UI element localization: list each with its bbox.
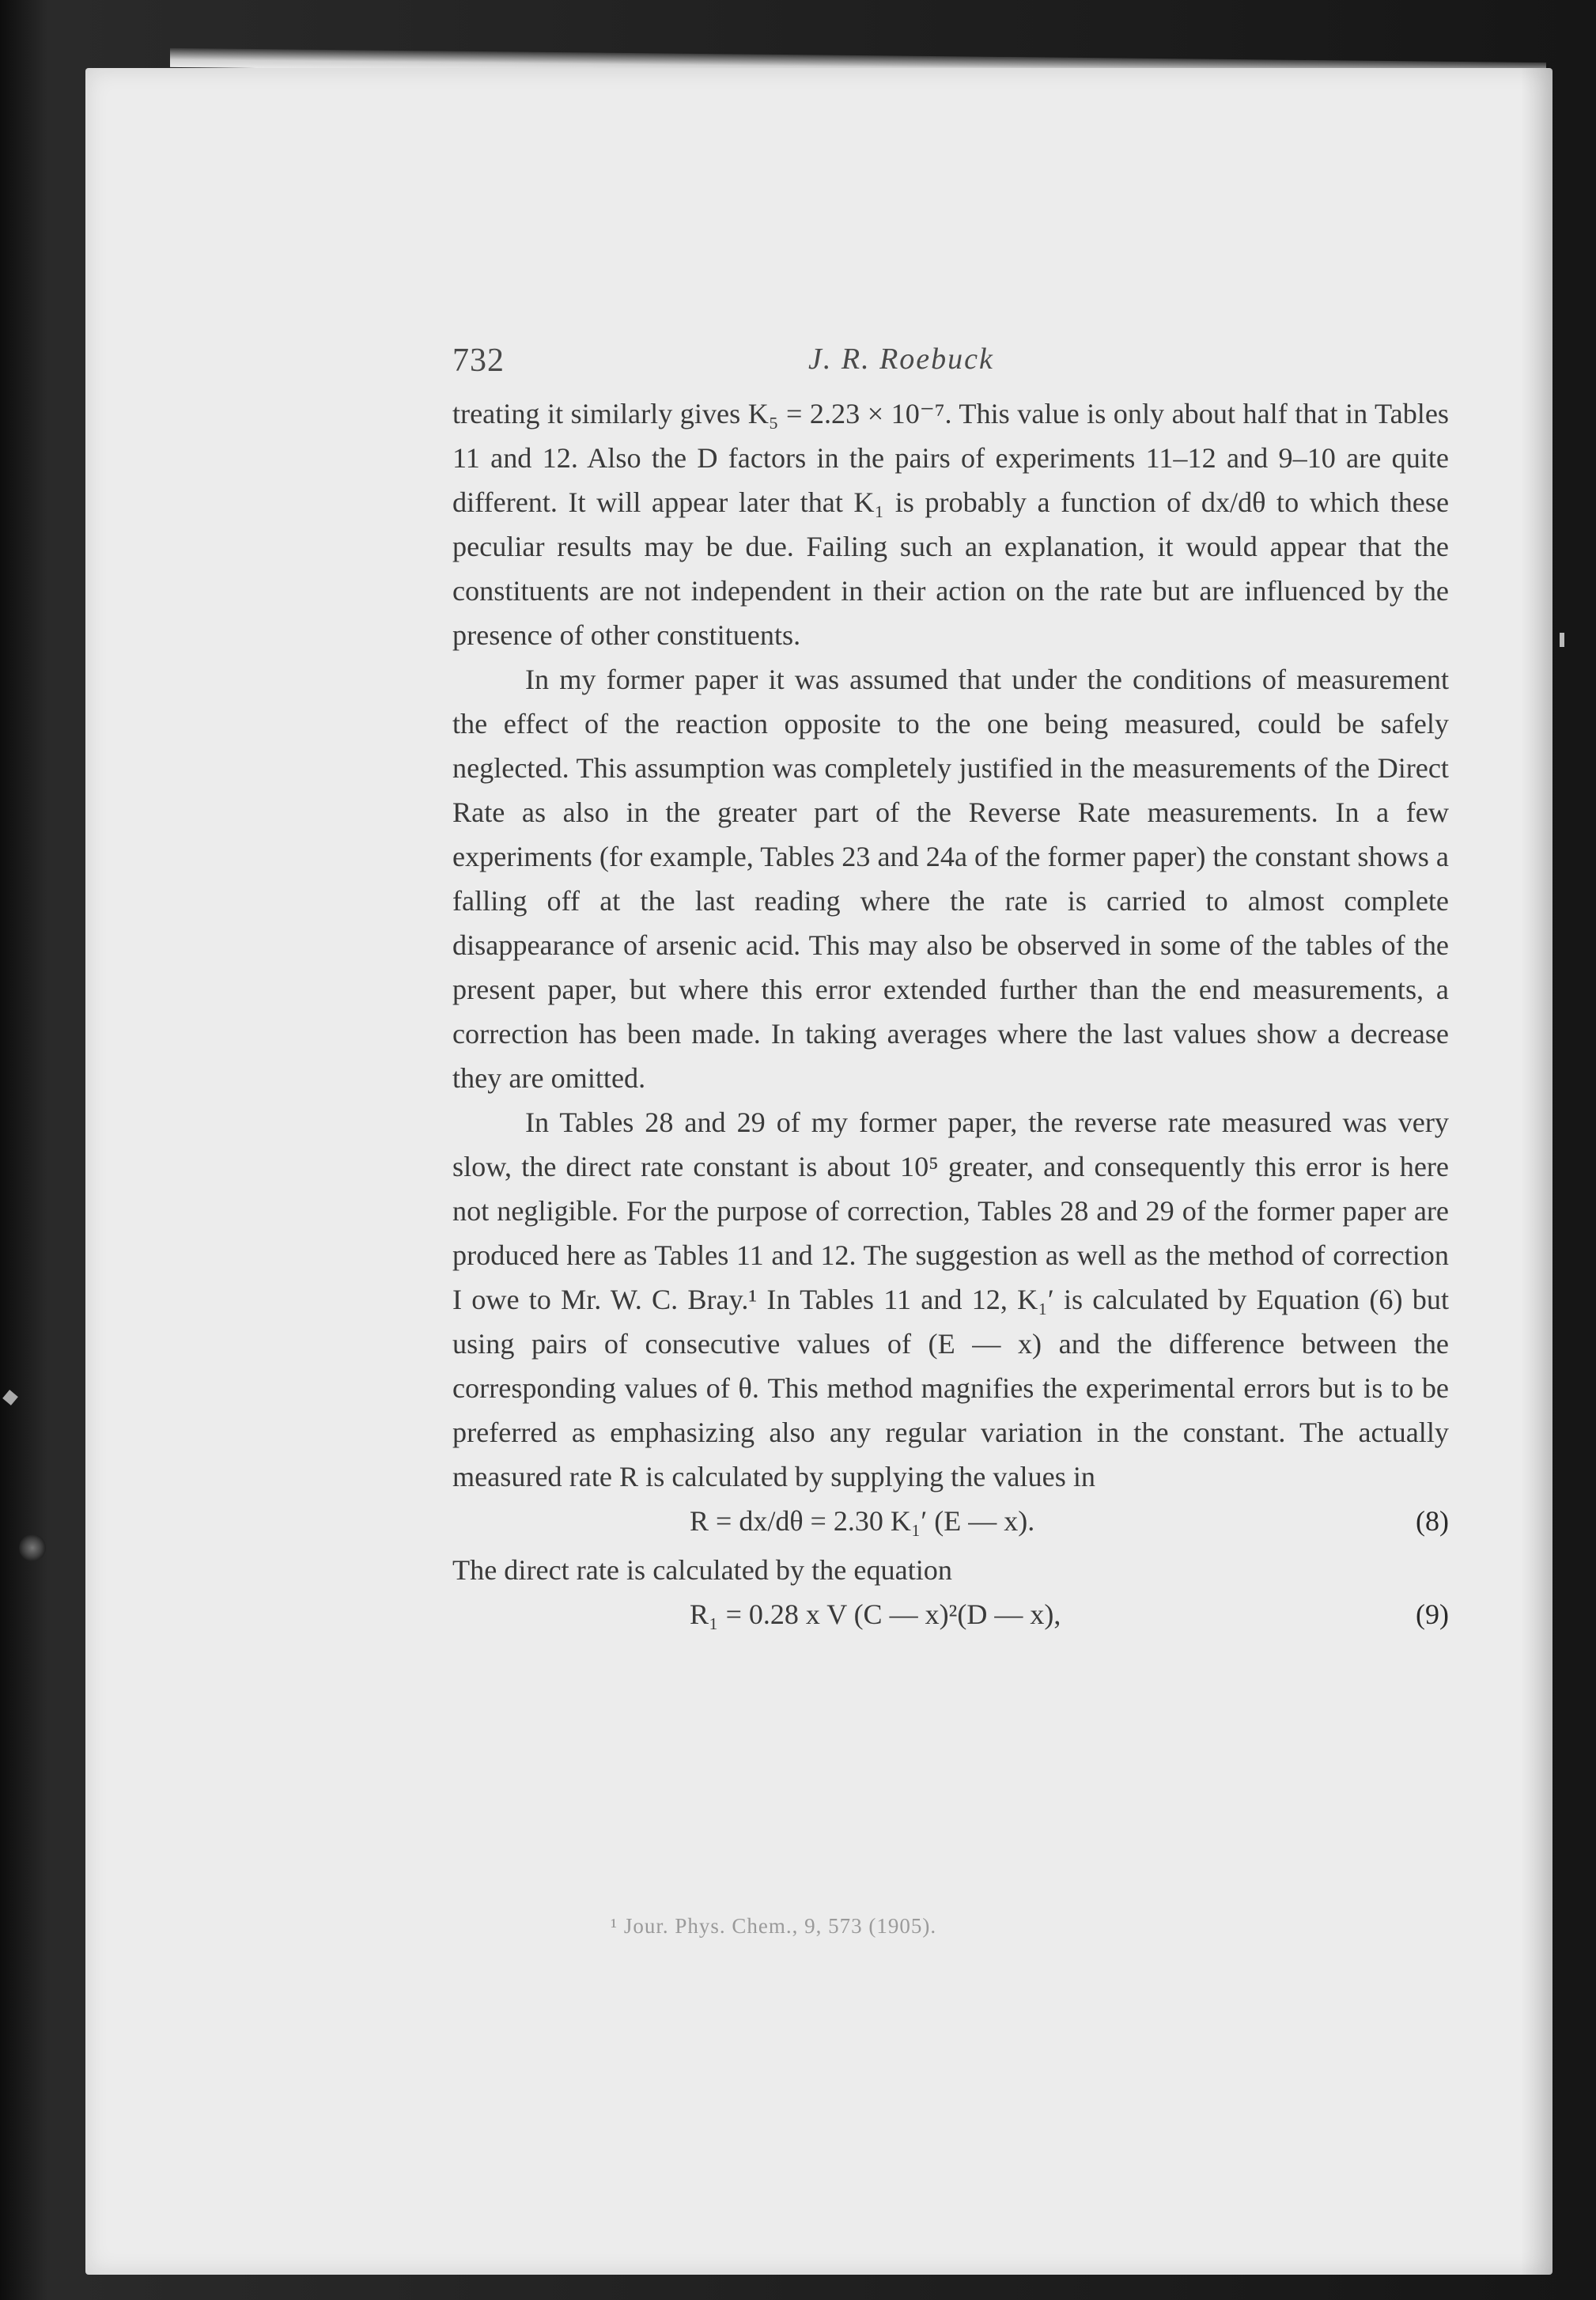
- footnote: ¹ Jour. Phys. Chem., 9, 573 (1905).: [611, 1914, 937, 1938]
- equation-text: R = dx/dθ = 2.30 K₁′ (E — x).: [690, 1505, 1035, 1537]
- equation-9: [452, 1592, 1449, 1641]
- binding-rivet: [19, 1534, 46, 1561]
- body-text: [452, 392, 1449, 1641]
- equation-text: R₁ = 0.28 x V (C — x)²(D — x),: [690, 1598, 1061, 1630]
- equation-number: (8): [1416, 1505, 1449, 1537]
- paragraph: In my former paper it was assumed that under the conditions of measurement the effect of the reaction opposite to the one being measured, could be safely neglected. This assumption was completely justified in the measurements of the Direct Rate as also in the greater part of the Reverse Rate measurements. In a few experiments (for example, Tables 23 and 24a of the former paper) the constant shows a falling off at the last reading where the rate is carried to almost complete disappearance of arsenic acid. This may also be observed in some of the tables of the present paper, but where this error extended further than the end measurements, a correction has been made. In taking averages where the last values show a decrease they are omitted.: [452, 664, 1449, 1094]
- equation-8: [452, 1499, 1449, 1548]
- paragraph: In Tables 28 and 29 of my former paper, the reverse rate measured was very slow, the direct rate constant is about 10⁵ greater, and consequently this error is here not negligible. For the purpose of correction, Tables 28 and 29 of the former paper are produced here as Tables 11 and 12. The suggestion as well as the method of correction I owe to Mr. W. C. Bray.¹ In Tables 11 and 12, K₁′ is calculated by Equation (6) but using pairs of consecutive values of (E — x) and the difference between the corresponding values of θ. This method magnifies the experimental errors but is to be preferred as emphasizing also any regular variation in the constant. The actually measured rate R is calculated by supplying the values in: [452, 1106, 1449, 1492]
- running-head-author: J. R. Roebuck: [808, 342, 994, 376]
- page-shadow: [1521, 68, 1553, 2275]
- scan-speck: [1560, 633, 1564, 647]
- equation-number: (9): [1416, 1598, 1449, 1630]
- paragraph: The direct rate is calculated by the equation: [452, 1554, 952, 1586]
- running-head: [452, 342, 1449, 389]
- page-number: 732: [452, 342, 505, 379]
- paragraph: treating it similarly gives K₅ = 2.23 × 10⁻⁷. This value is only about half that in Tables 11 and 12. Also the D factors in the pairs of experiments 11–12 and 9–10 are quite different. It will appear later that K₁ is probably a function of dx/dθ to which these peculiar results may be due. Failing such an explanation, it would appear that the constituents are not independent in their action on the rate but are influenced by the presence of other constituents.: [452, 398, 1449, 651]
